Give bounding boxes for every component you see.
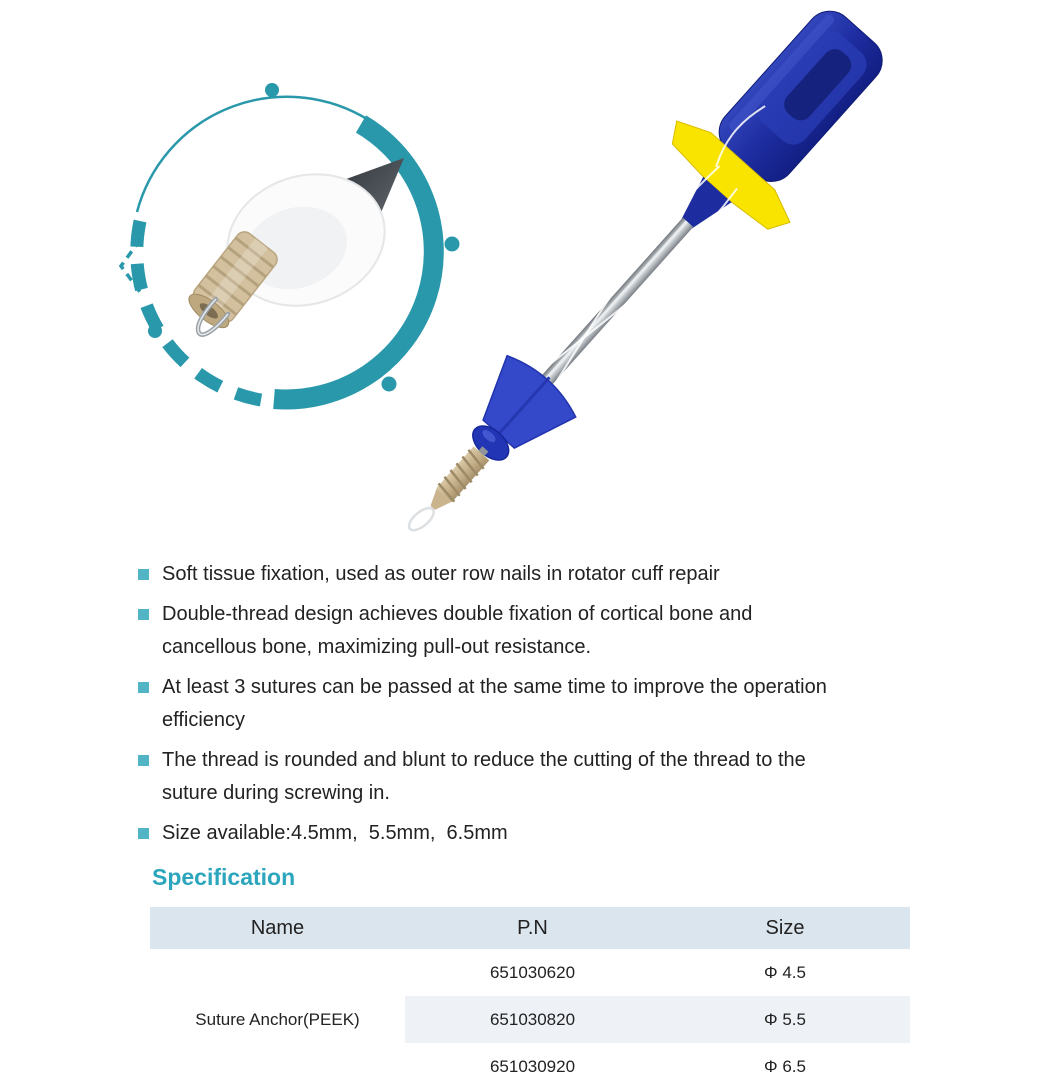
table-row (150, 949, 910, 996)
detail-dot-left (148, 324, 162, 338)
size-cell: Φ 6.5 (764, 1056, 806, 1076)
feature-text: At least 3 sutures can be passed at the same time to improve the operation efficiency (162, 676, 833, 731)
specification-table (150, 907, 910, 1090)
anchor-tip-detail (121, 83, 460, 400)
feature-item (138, 558, 838, 591)
table-header-row (150, 907, 910, 949)
detail-photo (184, 154, 404, 334)
bullet-square-icon (138, 828, 149, 839)
detail-dot-bottom-right (382, 377, 397, 392)
col-header-name: Name (150, 907, 405, 949)
product-name-cell: Suture Anchor(PEEK) (150, 949, 405, 1090)
pn-cell: 651030620 (489, 962, 576, 982)
bullet-square-icon (138, 755, 149, 766)
pn-cell: 651030820 (405, 996, 660, 1043)
feature-text: Double-thread design achieves double fixation of cortical bone and cancellous bone, maximizing pull-out resistance. (162, 603, 758, 658)
shaft-highlight (522, 220, 688, 405)
bullet-square-icon (138, 682, 149, 693)
pn-cell: 651030920 (489, 1056, 576, 1076)
feature-item (138, 817, 838, 850)
feature-text: Soft tissue fixation, used as outer row nails in rotator cuff repair (162, 563, 720, 585)
feature-list (138, 558, 838, 850)
detail-dot-right (445, 237, 460, 252)
feature-text: Size available:4.5mm, 5.5mm, 6.5mm (162, 822, 508, 844)
size-cell: Φ 5.5 (660, 996, 910, 1043)
detail-dot-top (265, 83, 279, 97)
feature-text: The thread is rounded and blunt to reduce the cutting of the thread to the suture during screwing in. (162, 749, 812, 804)
col-header-size: Size (660, 907, 910, 949)
feature-item (138, 744, 838, 810)
col-header-pn: P.N (405, 907, 660, 949)
product-hero (0, 0, 1060, 540)
anchor-body (436, 446, 489, 502)
bullet-square-icon (138, 609, 149, 620)
product-hero-image (0, 0, 1060, 540)
feature-item (138, 598, 838, 664)
suture-loop (405, 504, 437, 534)
feature-item (138, 671, 838, 737)
size-cell: Φ 4.5 (764, 962, 806, 982)
specification-heading: Specification (152, 864, 296, 890)
bullet-square-icon (138, 569, 149, 580)
